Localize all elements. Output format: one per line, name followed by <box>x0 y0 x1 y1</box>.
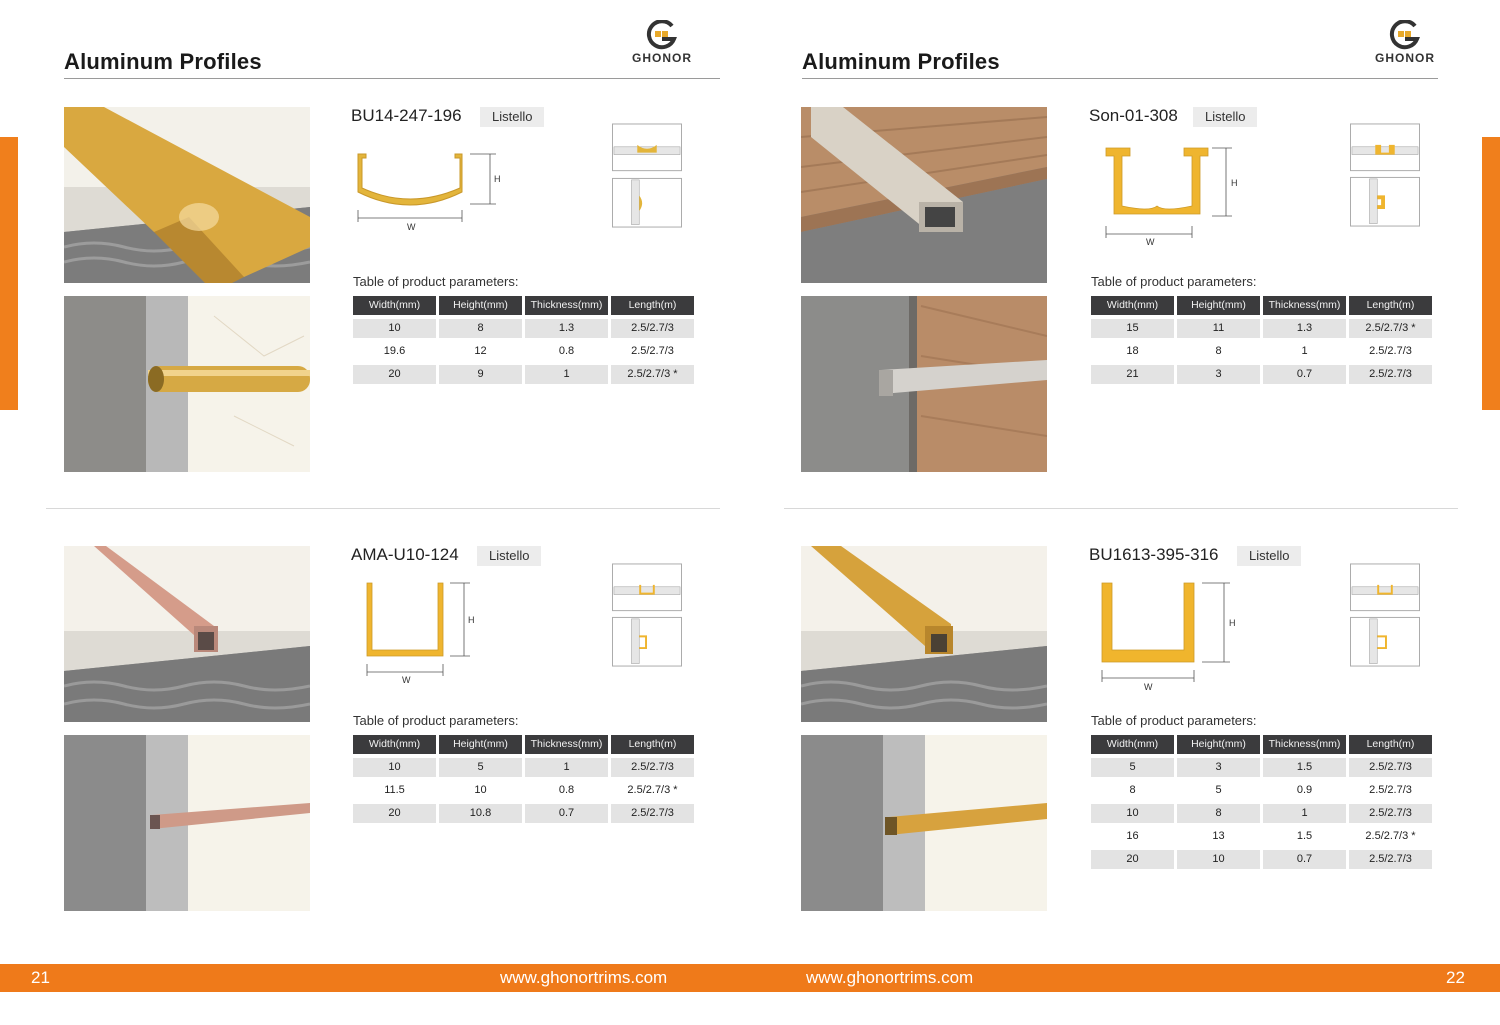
table-header-row <box>353 296 697 315</box>
product-photo-floor <box>64 107 310 283</box>
parameter-table <box>1091 296 1435 388</box>
installation-diagram <box>612 562 682 668</box>
table-caption: Table of product parameters: <box>353 713 519 728</box>
installation-diagram <box>1350 562 1420 668</box>
table-row <box>1091 342 1435 361</box>
table-cell: 2.5/2.7/3 <box>631 345 674 357</box>
table-row <box>1091 827 1435 846</box>
table-cell: 0.8 <box>558 345 575 357</box>
table-header-cell: Width(mm) <box>353 735 436 754</box>
product-code: BU14-247-196 <box>351 106 462 125</box>
table-cell: 2.5/2.7/3 <box>611 804 694 823</box>
installation-diagram <box>612 122 682 230</box>
profile-cross-section <box>1100 580 1240 692</box>
title-rule <box>802 78 1438 79</box>
ghonor-logo-icon <box>1388 20 1422 50</box>
table-cell: 10 <box>1177 850 1260 869</box>
table-header-cell: Width(mm) <box>1091 735 1174 754</box>
section-divider <box>46 508 720 509</box>
ghonor-logo <box>1370 20 1440 70</box>
ghonor-logo <box>627 20 697 70</box>
profile-cross-section <box>350 580 490 685</box>
product-code: BU1613-395-316 <box>1089 545 1219 564</box>
table-cell: 1.3 <box>1263 319 1346 338</box>
product-photo-floor <box>801 546 1047 722</box>
table-cell: 0.7 <box>525 804 608 823</box>
product-photo-wall <box>64 735 310 911</box>
parameter-table <box>353 735 697 827</box>
table-cell: 1 <box>525 365 608 384</box>
table-cell: 18 <box>1126 345 1139 357</box>
page-title: Aluminum Profiles <box>64 49 262 74</box>
footer-bar <box>0 964 1500 992</box>
product-photo-wall <box>801 735 1047 911</box>
width-label: W <box>1144 682 1153 692</box>
table-cell: 8 <box>1129 784 1136 796</box>
table-cell: 19.6 <box>383 345 406 357</box>
table-cell: 5 <box>1215 784 1222 796</box>
table-cell: 11.5 <box>384 784 405 796</box>
table-cell: 8 <box>439 319 522 338</box>
height-label: H <box>468 615 475 625</box>
width-label: W <box>1146 237 1155 247</box>
table-cell: 3 <box>1177 758 1260 777</box>
height-label: H <box>1229 618 1236 628</box>
ghonor-logo-icon <box>645 20 679 50</box>
table-row <box>1091 781 1435 800</box>
table-caption: Table of product parameters: <box>353 274 519 289</box>
table-header-cell: Length(m) <box>611 296 694 315</box>
product-code: AMA-U10-124 <box>351 545 459 564</box>
section-divider <box>784 508 1458 509</box>
table-cell: 9 <box>439 365 522 384</box>
table-cell: 10 <box>474 784 487 796</box>
table-cell: 1 <box>525 758 608 777</box>
table-cell: 2.5/2.7/3 * <box>1349 319 1432 338</box>
table-cell: 1 <box>1301 345 1308 357</box>
table-cell: 2.5/2.7/3 * <box>611 365 694 384</box>
table-row <box>353 758 697 777</box>
table-cell: 10.8 <box>439 804 522 823</box>
table-cell: 5 <box>439 758 522 777</box>
orange-side-tab <box>1482 137 1500 410</box>
category-tag: Listello <box>480 107 544 127</box>
table-header-cell: Thickness(mm) <box>1263 735 1346 754</box>
table-caption: Table of product parameters: <box>1091 274 1257 289</box>
table-row <box>353 781 697 800</box>
product-photo-wall <box>64 296 310 472</box>
table-cell: 2.5/2.7/3 <box>1349 758 1432 777</box>
table-row <box>1091 850 1435 869</box>
table-cell: 8 <box>1215 345 1222 357</box>
product-photo-floor <box>801 107 1047 283</box>
width-label: W <box>402 675 411 685</box>
table-row <box>353 365 697 384</box>
table-cell: 16 <box>1126 830 1139 842</box>
table-cell: 10 <box>1091 804 1174 823</box>
table-cell: 2.5/2.7/3 <box>1349 804 1432 823</box>
table-cell: 3 <box>1177 365 1260 384</box>
table-row <box>1091 319 1435 338</box>
orange-side-tab <box>0 137 18 410</box>
table-cell: 0.9 <box>1296 784 1313 796</box>
table-header-cell: Length(m) <box>1349 735 1432 754</box>
table-header-row <box>1091 296 1435 315</box>
table-header-cell: Height(mm) <box>1177 296 1260 315</box>
table-header-cell: Height(mm) <box>1177 735 1260 754</box>
website-link-right[interactable]: www.ghonortrims.com <box>806 968 974 987</box>
table-cell: 1.5 <box>1296 830 1313 842</box>
table-cell: 1.3 <box>525 319 608 338</box>
table-row <box>353 319 697 338</box>
table-cell: 2.5/2.7/3 <box>611 319 694 338</box>
table-cell: 1 <box>1263 804 1346 823</box>
profile-cross-section <box>350 148 510 238</box>
table-row <box>353 342 697 361</box>
table-cell: 2.5/2.7/3 <box>1369 345 1412 357</box>
logo-text: GHONOR <box>632 51 692 65</box>
page-number-right: 22 <box>1446 968 1465 987</box>
table-header-cell: Width(mm) <box>1091 296 1174 315</box>
table-cell: 21 <box>1091 365 1174 384</box>
table-cell: 0.8 <box>558 784 575 796</box>
height-label: H <box>494 174 501 184</box>
height-label: H <box>1231 178 1238 188</box>
table-cell: 8 <box>1177 804 1260 823</box>
table-header-cell: Width(mm) <box>353 296 436 315</box>
title-rule <box>64 78 720 79</box>
right-page <box>750 0 1500 1025</box>
table-cell: 2.5/2.7/3 <box>1349 850 1432 869</box>
parameter-table <box>1091 735 1435 873</box>
table-header-cell: Thickness(mm) <box>1263 296 1346 315</box>
table-row <box>353 804 697 823</box>
product-photo-floor <box>64 546 310 722</box>
installation-diagram <box>1350 122 1420 228</box>
table-cell: 10 <box>353 758 436 777</box>
table-cell: 11 <box>1177 319 1260 338</box>
website-link-left[interactable]: www.ghonortrims.com <box>500 968 668 987</box>
table-cell: 20 <box>1091 850 1174 869</box>
table-cell: 2.5/2.7/3 <box>611 758 694 777</box>
table-row <box>1091 758 1435 777</box>
table-cell: 15 <box>1091 319 1174 338</box>
parameter-table <box>353 296 697 388</box>
table-cell: 20 <box>353 804 436 823</box>
table-cell: 13 <box>1212 830 1225 842</box>
category-tag: Listello <box>477 546 541 566</box>
table-cell: 20 <box>353 365 436 384</box>
table-header-cell: Thickness(mm) <box>525 735 608 754</box>
table-row <box>1091 365 1435 384</box>
table-cell: 12 <box>474 345 487 357</box>
category-tag: Listello <box>1237 546 1301 566</box>
table-header-cell: Height(mm) <box>439 735 522 754</box>
page-number-left: 21 <box>31 968 50 987</box>
page-title: Aluminum Profiles <box>802 49 1000 74</box>
category-tag: Listello <box>1193 107 1257 127</box>
table-header-row <box>1091 735 1435 754</box>
logo-text: GHONOR <box>1375 51 1435 65</box>
table-cell: 2.5/2.7/3 <box>1369 784 1412 796</box>
table-header-cell: Length(m) <box>1349 296 1432 315</box>
table-cell: 0.7 <box>1263 850 1346 869</box>
table-cell: 5 <box>1091 758 1174 777</box>
table-cell: 2.5/2.7/3 * <box>627 784 678 796</box>
table-cell: 10 <box>353 319 436 338</box>
table-cell: 2.5/2.7/3 * <box>1365 830 1416 842</box>
product-code: Son-01-308 <box>1089 106 1178 125</box>
profile-cross-section <box>1100 144 1240 249</box>
table-cell: 2.5/2.7/3 <box>1349 365 1432 384</box>
table-header-cell: Height(mm) <box>439 296 522 315</box>
table-cell: 0.7 <box>1263 365 1346 384</box>
width-label: W <box>407 222 416 232</box>
table-row <box>1091 804 1435 823</box>
product-photo-wall <box>801 296 1047 472</box>
table-cell: 1.5 <box>1263 758 1346 777</box>
table-header-row <box>353 735 697 754</box>
table-caption: Table of product parameters: <box>1091 713 1257 728</box>
table-header-cell: Length(m) <box>611 735 694 754</box>
table-header-cell: Thickness(mm) <box>525 296 608 315</box>
